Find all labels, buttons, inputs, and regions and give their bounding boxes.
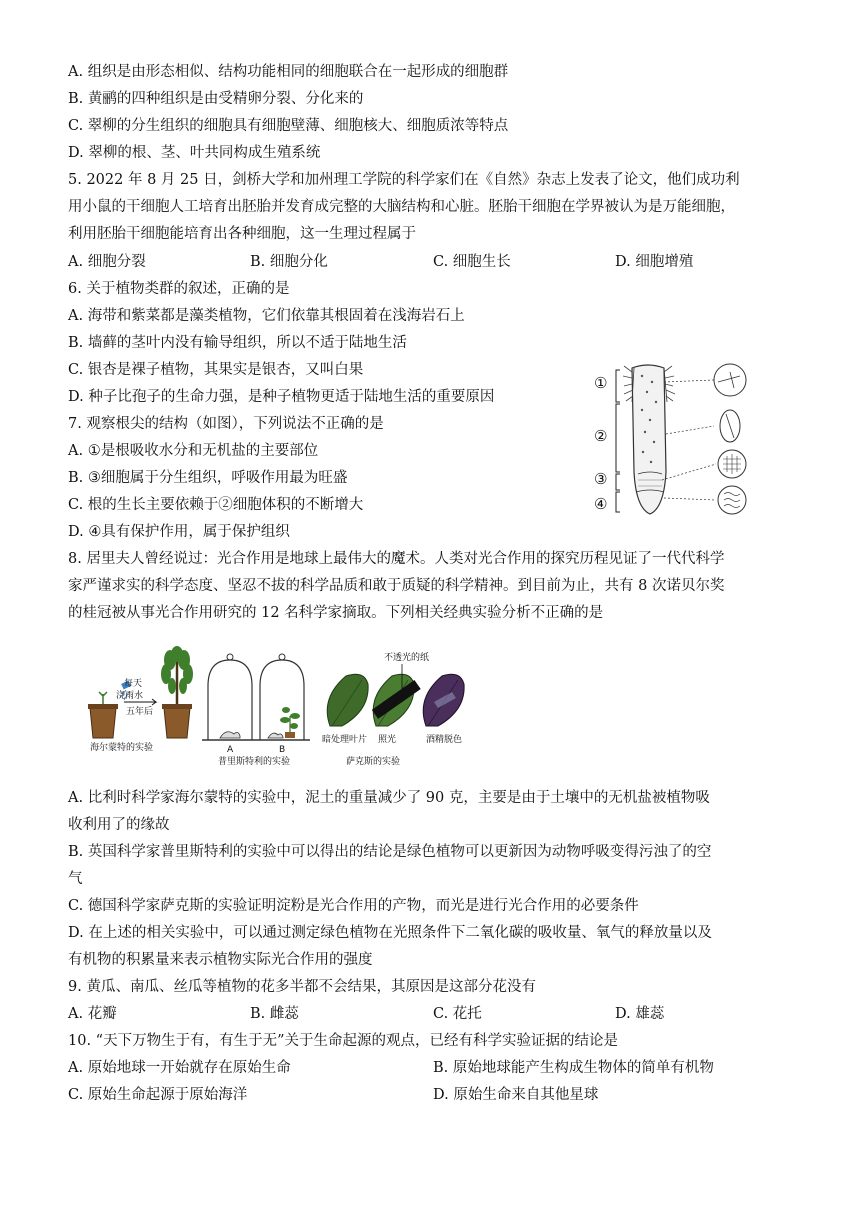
leaf-icon <box>372 674 421 726</box>
bracket-1 <box>616 370 620 402</box>
q6-stem: 6. 关于植物类群的叙述，正确的是 <box>68 281 290 297</box>
leaf-icon <box>327 674 368 726</box>
mouse-icon <box>220 732 240 738</box>
bracket-3 <box>616 474 620 490</box>
q6-option-c: C. 银杏是裸子植物，其果实是银杏，又叫白果 <box>68 362 364 378</box>
leaf-2-label: 照光 <box>378 735 397 745</box>
q10-stem: 10. “天下万物生于有，有生于无”关于生命起源的观点，已经有科学实验证据的结论是 <box>68 1033 618 1049</box>
leaf-icon <box>423 674 464 726</box>
q9-option-c: C. 花托 <box>433 1006 482 1022</box>
paper-label: 不透光的纸 <box>384 653 430 663</box>
q4-option-d: D. 翠柳的根、茎、叶共同构成生殖系统 <box>68 145 321 161</box>
cell-magnifications <box>714 364 746 514</box>
q7-option-d: D. ④具有保护作用，属于保护组织 <box>68 524 290 540</box>
sachs-caption: 萨克斯的实验 <box>346 757 401 767</box>
sachs-experiment <box>322 651 464 767</box>
q8-option-c: C. 德国科学家萨克斯的实验证明淀粉是光合作用的产物，而光是进行光合作用的必要条件 <box>68 898 639 914</box>
photosynthesis-experiments-figure <box>84 646 474 772</box>
bell-a-label: A <box>227 745 234 755</box>
q7-option-b: B. ③细胞属于分生组织，呼吸作用最为旺盛 <box>68 470 348 486</box>
q8-stem-line-1: 8. 居里夫人曾经说过：光合作用是地球上最伟大的魔术。人类对光合作用的探究历程见证了一代代科学 <box>68 551 725 567</box>
leaf-3-label: 酒精脱色 <box>426 735 463 745</box>
helmont-experiment <box>88 646 193 753</box>
q6-option-b: B. 墙藓的茎叶内没有输导组织，所以不适于陆地生活 <box>68 335 407 351</box>
q7-option-a: A. ①是根吸收水分和无机盐的主要部位 <box>68 443 319 459</box>
q8-option-b-line-1: B. 英国科学家普里斯特利的实验中可以得出的结论是绿色植物可以更新因为动物呼吸变得污浊了的空 <box>68 844 712 860</box>
q10-option-b: B. 原始地球能产生构成生物体的简单有机物 <box>433 1060 714 1076</box>
q6-option-a: A. 海带和紫菜都是藻类植物，它们依靠其根固着在浅海岩石上 <box>68 308 465 324</box>
root-label-4: ④ <box>594 495 608 513</box>
q5-stem-line-1: 5. 2022 年 8 月 25 日，剑桥大学和加州理工学院的科学家们在《自然》杂志上发表了论文，他们成功利 <box>68 172 740 188</box>
priestley-caption: 普里斯特利的实验 <box>218 757 291 767</box>
q6-option-d: D. 种子比孢子的生命力强，是种子植物更适于陆地生活的重要原因 <box>68 389 495 405</box>
root-tip-figure <box>590 362 760 522</box>
q4-option-c: C. 翠柳的分生组织的细胞具有细胞壁薄、细胞核大、细胞质浓等特点 <box>68 118 509 134</box>
q9-option-a: A. 花瓣 <box>68 1006 117 1022</box>
leaf-1-label: 暗处理叶片 <box>322 735 368 745</box>
root-body <box>623 365 675 514</box>
q9-option-b: B. 雌蕊 <box>250 1006 299 1022</box>
q5-stem-line-2: 用小鼠的干细胞人工培育出胚胎并发育成完整的大脑结构和心脏。胚胎干细胞在学界被认为是万能细胞， <box>68 199 735 215</box>
root-label-1: ① <box>594 374 608 392</box>
q7-option-c: C. 根的生长主要依赖于②细胞体积的不断增大 <box>68 497 364 513</box>
q4-option-b: B. 黄鹂的四种组织是由受精卵分裂、分化来的 <box>68 91 364 107</box>
q5-option-b: B. 细胞分化 <box>250 254 328 270</box>
q5-option-c: C. 细胞生长 <box>433 254 511 270</box>
mouse-icon <box>268 733 283 738</box>
q5-option-d: D. 细胞增殖 <box>615 254 694 270</box>
water-label-2: 浇雨水 <box>116 691 144 701</box>
helmont-caption: 海尔蒙特的实验 <box>90 743 154 753</box>
q10-option-d: D. 原始生命来自其他星球 <box>433 1087 599 1103</box>
root-label-3: ③ <box>594 470 608 488</box>
q10-option-a: A. 原始地球一开始就存在原始生命 <box>68 1060 291 1076</box>
bracket-2 <box>616 404 620 472</box>
q5-stem-line-3: 利用胚胎干细胞能培育出各种细胞，这一生理过程属于 <box>68 226 416 242</box>
q5-option-a: A. 细胞分裂 <box>68 254 146 270</box>
q8-option-d-line-1: D. 在上述的相关实验中，可以通过测定绿色植物在光照条件下二氧化碳的吸收量、氧气的释放量以及 <box>68 925 712 941</box>
leader-lines <box>662 380 716 500</box>
water-label-1: 每天 <box>124 679 143 689</box>
bell-b-label: B <box>279 745 286 755</box>
q8-stem-line-2: 家严谨求实的科学态度、坚忍不拔的科学品质和敢于质疑的科学精神。到目前为止，共有 8 次诺贝尔奖 <box>68 578 725 594</box>
q8-option-a-line-1: A. 比利时科学家海尔蒙特的实验中，泥土的重量减少了 90 克，主要是由于土壤中的无机盐被植物吸 <box>68 790 710 806</box>
q10-option-c: C. 原始生命起源于原始海洋 <box>68 1087 248 1103</box>
q7-stem: 7. 观察根尖的结构（如图），下列说法不正确的是 <box>68 416 384 432</box>
years-label: 五年后 <box>126 707 154 717</box>
q8-option-a-line-2: 收利用了的缘故 <box>68 817 170 833</box>
q8-option-b-line-2: 气 <box>68 871 83 887</box>
q9-stem: 9. 黄瓜、南瓜、丝瓜等植物的花多半都不会结果，其原因是这部分花没有 <box>68 979 536 995</box>
q8-option-d-line-2: 有机物的积累量来表示植物实际光合作用的强度 <box>68 952 373 968</box>
priestley-experiment <box>202 654 310 767</box>
q4-option-a: A. 组织是由形态相似、结构功能相同的细胞联合在一起形成的细胞群 <box>68 64 509 80</box>
bracket-4 <box>616 492 620 512</box>
q9-option-d: D. 雄蕊 <box>615 1006 665 1022</box>
root-label-2: ② <box>594 427 608 445</box>
q8-stem-line-3: 的桂冠被从事光合作用研究的 12 名科学家摘取。下列相关经典实验分析不正确的是 <box>68 605 604 621</box>
